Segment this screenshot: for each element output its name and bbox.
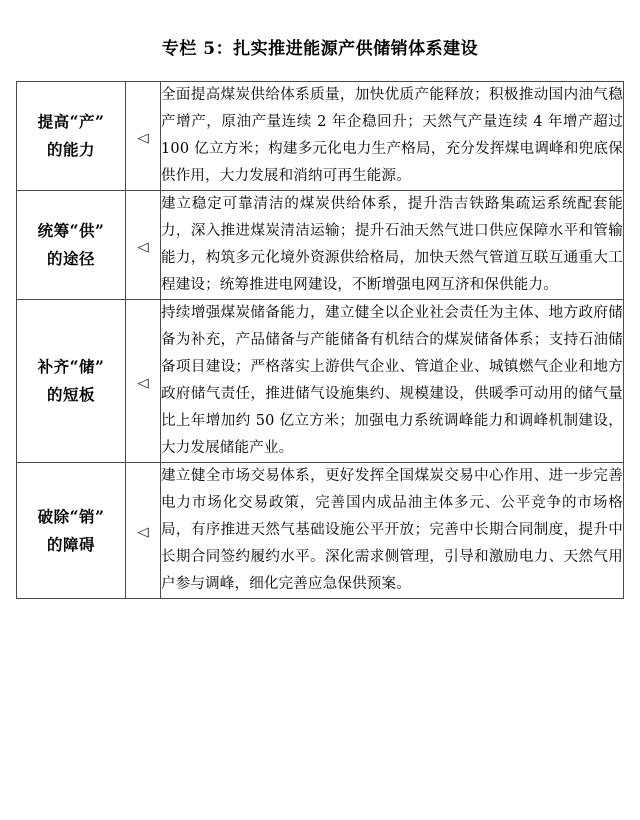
row-label-line-1: 破除“销” xyxy=(37,506,105,526)
table-row xyxy=(17,300,624,463)
page-title: 专栏 5：扎实推进能源产供储销体系建设 xyxy=(161,39,479,59)
row-content-text: 建立稳定可靠清洁的煤炭供给体系，提升浩吉铁路集疏运系统配套能力，深入推进煤炭清洁运输；提升石油天然气进口供应保障水平和管输能力，构筑多元化境外资源供给格局，加快天然气管道互联互通重大工程建设；统筹推进电网建设，不断增强电网互济和保供能力。 xyxy=(161,196,623,293)
table-row xyxy=(17,82,624,191)
table-row xyxy=(17,191,624,300)
row-label-supply xyxy=(17,191,126,300)
bullet-marker-cell xyxy=(126,191,161,300)
bullet-marker-cell xyxy=(126,463,161,599)
row-label-storage xyxy=(17,300,126,463)
triangle-bullet-icon: ◁ xyxy=(137,130,149,146)
row-label-sales xyxy=(17,463,126,599)
row-label-line-2: 的短板 xyxy=(46,385,95,404)
row-content-text: 建立健全市场交易体系，更好发挥全国煤炭交易中心作用、进一步完善电力市场化交易政策，完善国内成品油主体多元、公平竞争的市场格局，有序推进天然气基础设施公平开放；完善中长期合同制度，提升中长期合同签约履约水平。深化需求侧管理，引导和激励电力、天然气用户参与调峰，细化完善应急保供预案。 xyxy=(161,468,623,592)
row-content-cell xyxy=(161,463,624,599)
bullet-marker-cell xyxy=(126,82,161,191)
triangle-bullet-icon: ◁ xyxy=(137,375,149,391)
row-content-text: 全面提高煤炭供给体系质量，加快优质产能释放；积极推动国内油气稳产增产，原油产量连续 2 年企稳回升；天然气产量连续 4 年增产超过 100 亿立方米；构建多元化电力生产格局，充分发挥煤电调峰和兜底保供作用，大力发展和消纳可再生能源。 xyxy=(161,87,623,184)
row-content-text: 持续增强煤炭储备能力，建立健全以企业社会责任为主体、地方政府储备为补充，产品储备与产能储备有机结合的煤炭储备体系；支持石油储备项目建设；严格落实上游供气企业、管道企业、城镇燃气企业和地方政府储气责任，推进储气设施集约、规模建设，供暖季可动用的储气量比上年增加约 50 亿立方米；加强电力系统调峰能力和调峰机制建设，大力发展储能产业。 xyxy=(161,305,623,456)
row-content-cell xyxy=(161,82,624,191)
row-content-cell xyxy=(161,300,624,463)
row-label-line-1: 补齐“储” xyxy=(37,357,105,376)
triangle-bullet-icon: ◁ xyxy=(137,239,149,255)
row-content-cell xyxy=(161,191,624,300)
row-label-line-1: 提高“产” xyxy=(37,112,105,131)
feature-box-table xyxy=(16,81,624,599)
row-label-produce xyxy=(17,82,126,191)
table-row xyxy=(17,463,624,599)
row-label-line-2: 的途径 xyxy=(46,249,95,268)
triangle-bullet-icon: ◁ xyxy=(137,525,149,540)
row-label-line-2: 的障碍 xyxy=(46,534,95,554)
bullet-marker-cell xyxy=(126,300,161,463)
row-label-line-2: 的能力 xyxy=(46,140,95,159)
row-label-line-1: 统筹“供” xyxy=(37,221,105,240)
